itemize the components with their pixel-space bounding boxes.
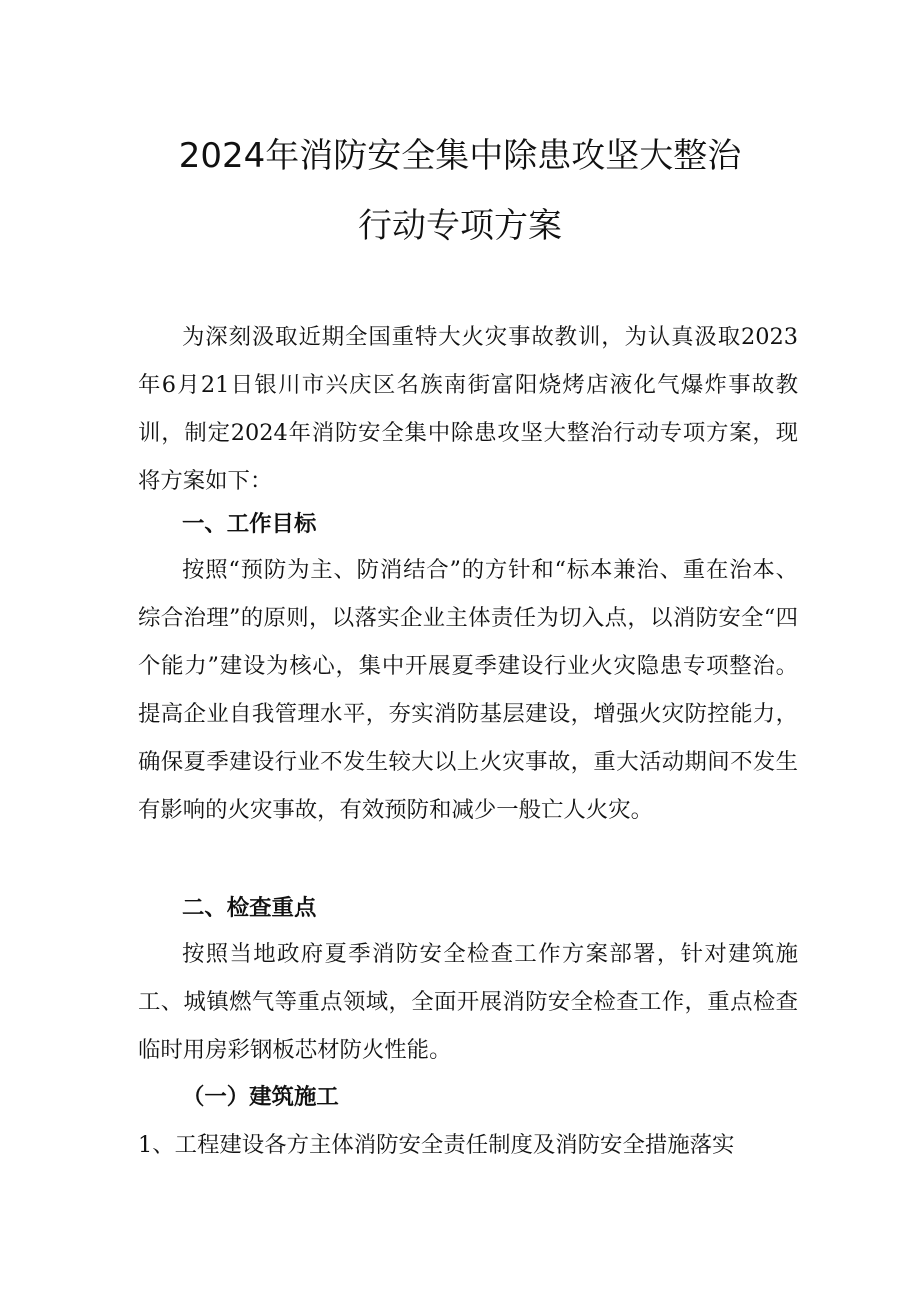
section-2-paragraph: 按照当地政府夏季消防安全检查工作方案部署，针对建筑施工、城镇燃气等重点领域，全面开展消防安全检查工作，重点检查临时用房彩钢板芯材防火性能。	[138, 941, 798, 1063]
document-title-line-1: 2024年消防安全集中除患攻坚大整治	[178, 136, 742, 176]
section-2-heading: 二、检查重点	[182, 895, 317, 921]
item-1-text: 1、工程建设各方主体消防安全责任制度及消防安全措施落实	[138, 1132, 735, 1158]
intro-paragraph: 为深刻汲取近期全国重特大火灾事故教训，为认真汲取2023年6月21日银川市兴庆区名族南街富阳烧烤店液化气爆炸事故教训，制定2024年消防安全集中除患攻坚大整治行动专项方案，现将方案如下：	[138, 324, 798, 494]
section-1-heading: 一、工作目标	[182, 511, 317, 537]
document-title-line-2: 行动专项方案	[358, 206, 562, 246]
section-1-paragraph: 按照“预防为主、防消结合”的方针和“标本兼治、重在治本、综合治理”的原则，以落实企业主体责任为切入点，以消防安全“四个能力”建设为核心，集中开展夏季建设行业火灾隐患专项整治。提高企业自我管理水平，夯实消防基层建设，增强火灾防控能力，确保夏季建设行业不发生较大以上火灾事故，重大活动期间不发生有影响的火灾事故，有效预防和减少一般亡人火灾。	[138, 557, 798, 823]
subsection-1-heading: （一）建筑施工	[182, 1084, 339, 1110]
